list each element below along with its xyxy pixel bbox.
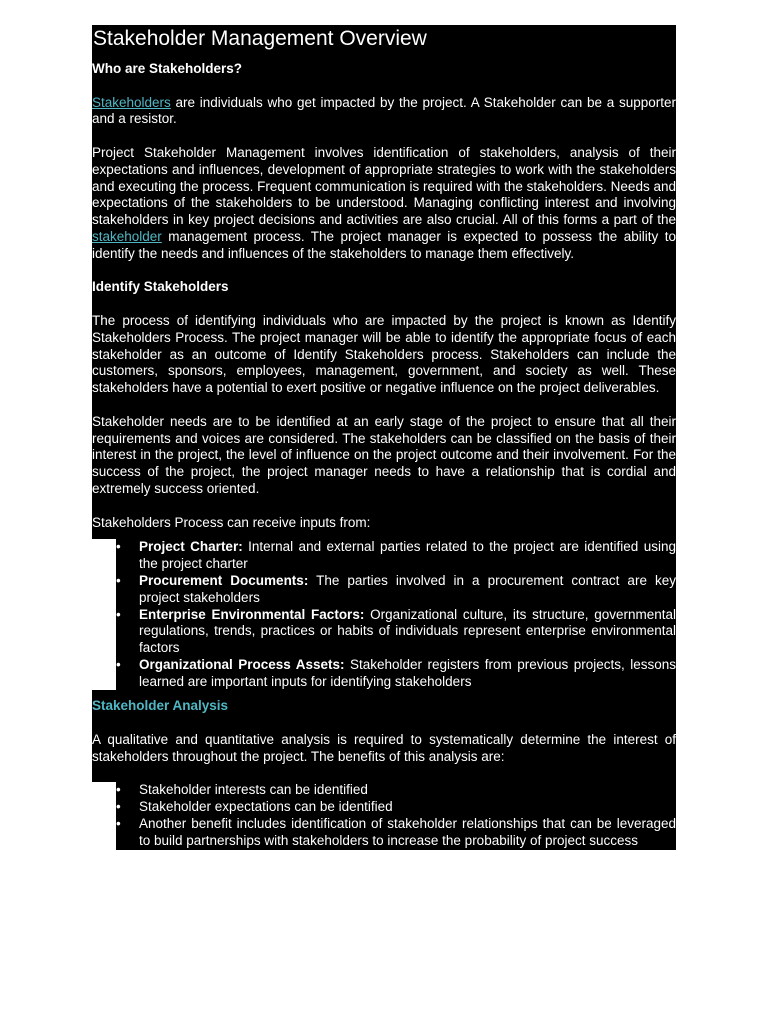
list-item-term: Enterprise Environmental Factors:: [139, 606, 365, 622]
list-item-text: Stakeholder registers from previous projects, lessons learned are important inputs for identifying stakeholders: [139, 656, 677, 689]
bullet-icon: •: [116, 816, 121, 832]
bullet-icon: •: [116, 572, 121, 588]
paragraph-text: are individuals who get impacted by the project. A Stakeholder can be a supporter and a resistor.: [92, 94, 676, 127]
paragraph-stakeholder-definition: [92, 95, 676, 129]
heading-identify-stakeholders: Identify Stakeholders: [92, 279, 229, 295]
list-item-text: Stakeholder expectations can be identified: [139, 799, 393, 815]
list-item-text: The parties involved in a procurement contract are key project stakeholders: [139, 572, 676, 605]
list-item-term: Procurement Documents:: [139, 572, 309, 588]
list-item-text: Internal and external parties related to the project are identified using the project charter: [139, 539, 676, 572]
stakeholders-link[interactable]: Stakeholders: [92, 94, 171, 110]
paragraph-text: Project Stakeholder Management involves identification of stakeholders, analysis of their expectations and influences, development of appropriate strategies to work with the stakeholders and executing the process. Frequent communication is required with the stakeholders. Needs and expectations of the stakeholders to be understood. Managing conflicting interest and involving stakeholders in key project decisions and activities are also crucial. All of this forms a part of the: [92, 144, 676, 228]
benefits-list: [116, 782, 676, 849]
list-item: [116, 607, 676, 657]
heading-stakeholder-analysis: Stakeholder Analysis: [92, 698, 229, 714]
heading-who-are-stakeholders: Who are Stakeholders?: [92, 61, 243, 76]
list-item-text: Organizational culture, its structure, governmental regulations, trends, practices or habits of individuals represent enterprise environmental factors: [139, 606, 677, 656]
document-page: [92, 25, 676, 850]
list-item-term: Organizational Process Assets:: [139, 656, 345, 672]
paragraph-identify-process: The process of identifying individuals who are impacted by the project is known as Identify Stakeholders Process. The project manager will be able to identify the appropriate focus of each stakeholder as an outcome of Identify Stakeholders process. Stakeholders can include the customers, sponsors, employees, management, government, and society as well. These stakeholders have a potential to exert positive or negative influence on the project deliverables.: [92, 312, 676, 396]
page-title: Stakeholder Management Overview: [93, 27, 427, 50]
list-item-text: Another benefit includes identification of stakeholder relationships that can be leveraged to build partnerships with stakeholders to increase the probability of project success: [139, 816, 676, 848]
list-item: [116, 573, 676, 607]
list-item: [116, 539, 676, 573]
list-item: [116, 799, 676, 816]
paragraph-text: management process. The project manager is expected to possess the ability to identify the needs and influences of the stakeholders to manage them effectively.: [92, 228, 676, 261]
bullet-icon: •: [116, 606, 121, 622]
inputs-list: [116, 539, 676, 690]
paragraph-stakeholder-needs: Stakeholder needs are to be identified at an early stage of the project to ensure that all their requirements and voices are considered. The stakeholders can be classified on the basis of their interest in the project, the level of influence on the project outcome and their involvement. For the success of the project, the project manager needs to have a relationship that is cordial and extremely success oriented.: [92, 413, 676, 496]
paragraph-stakeholder-management: [92, 145, 676, 263]
analysis-section: [92, 690, 676, 782]
bullet-icon: •: [116, 656, 121, 672]
bullet-icon: •: [116, 539, 121, 555]
list-item-term: Project Charter:: [139, 539, 243, 555]
list-item-text: Stakeholder interests can be identified: [139, 782, 368, 798]
bullet-icon: •: [116, 799, 121, 815]
list-item: [116, 657, 676, 691]
paragraph-inputs-intro: Stakeholders Process can receive inputs from:: [92, 514, 371, 530]
stakeholder-link[interactable]: stakeholder: [92, 228, 162, 244]
list-item: [116, 816, 676, 850]
document-body: [92, 25, 676, 539]
paragraph-analysis-intro: A qualitative and quantitative analysis is required to systematically determine the interest of stakeholders throughout the project. The benefits of this analysis are:: [92, 732, 676, 764]
bullet-icon: •: [116, 782, 121, 798]
list-item: [116, 782, 676, 799]
